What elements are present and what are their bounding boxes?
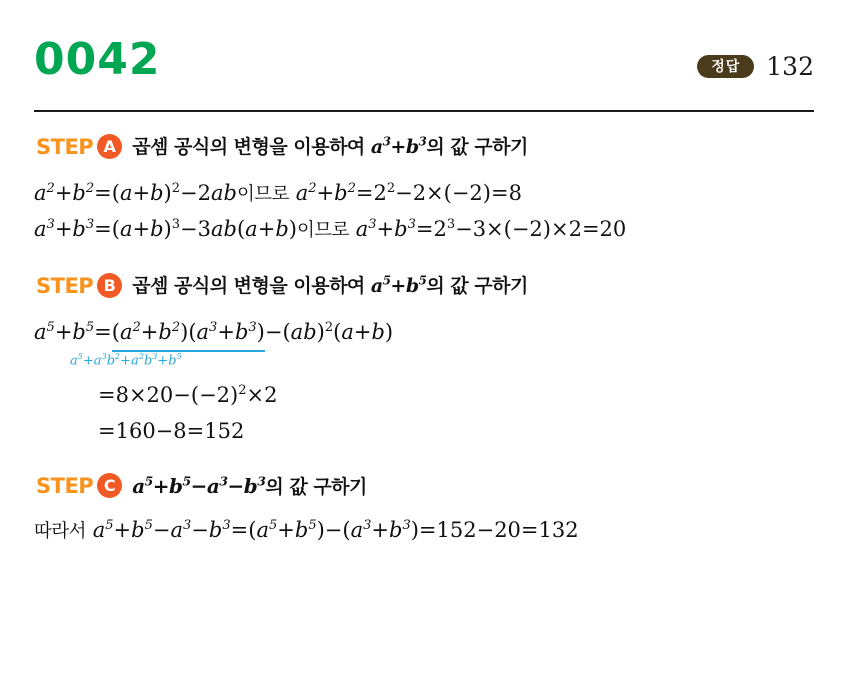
step-word: STEP <box>36 273 94 298</box>
step-block-a <box>28 132 820 245</box>
step-b-title: 곱셈 공식의 변형을 이용하여 $a^5+b^5$의 값 구하기 <box>132 273 528 298</box>
step-c-title: $a^5+b^5-a^3-b^3$의 값 구하기 <box>132 473 367 499</box>
step-word: STEP <box>36 134 94 159</box>
step-b-line-3: =160−8=152 <box>98 418 245 443</box>
page-title: 0042 <box>34 34 161 85</box>
step-c-header <box>36 472 820 499</box>
answer-group <box>697 52 814 81</box>
conclusion-word: 따라서 <box>34 521 87 543</box>
step-b-line-1: $a^5+b^5=(a^2+b^2)(a^3+b^3)$ −(ab)$^2$(a+b) <box>34 317 820 347</box>
step-badge-b: B <box>97 273 122 298</box>
step-b-annotation: $a^5+a^3b^2+a^2b^3+b^5$ <box>70 352 182 369</box>
underline-marker <box>112 350 265 352</box>
answer-value: 132 <box>766 52 814 81</box>
step-word: STEP <box>36 473 94 498</box>
step-c-label <box>36 473 122 498</box>
step-b-line-2: $=8\times 20-(-2)^2\times 2$ <box>98 383 278 408</box>
worksheet-page <box>0 34 848 685</box>
step-badge-c: C <box>97 473 122 498</box>
step-b-label <box>36 273 122 298</box>
step-a-label <box>36 134 122 159</box>
divider <box>34 110 814 112</box>
step-a-line-1: $a^2+b^2=(a+b)^2-2ab$이므로 $a^2+b^2=2^2-2\times(-2)=8$ <box>34 180 522 205</box>
step-a-line-2: $a^3+b^3=(a+b)^3-3ab(a+b)$이므로 $a^3+b^3=2^3-3\times(-2)\times 2=20$ <box>34 217 627 242</box>
step-c-line-1: 따라서 $a^5+b^5-a^3-b^3=(a^5+b^5)-(a^3+b^3)=152-20=132$ <box>34 518 579 543</box>
status-badge: 정답 <box>697 55 754 79</box>
step-a-title: 곱셈 공식의 변형을 이용하여 $a^3+b^3$의 값 구하기 <box>132 134 528 158</box>
underbraced-expression: $(a^2+b^2)(a^3+b^3)$ <box>112 317 265 347</box>
step-block-c <box>28 472 820 546</box>
step-badge-a: A <box>97 134 122 159</box>
step-b-header <box>36 271 820 301</box>
page-header <box>28 34 820 110</box>
step-block-b <box>28 271 820 446</box>
step-a-header <box>36 132 820 162</box>
